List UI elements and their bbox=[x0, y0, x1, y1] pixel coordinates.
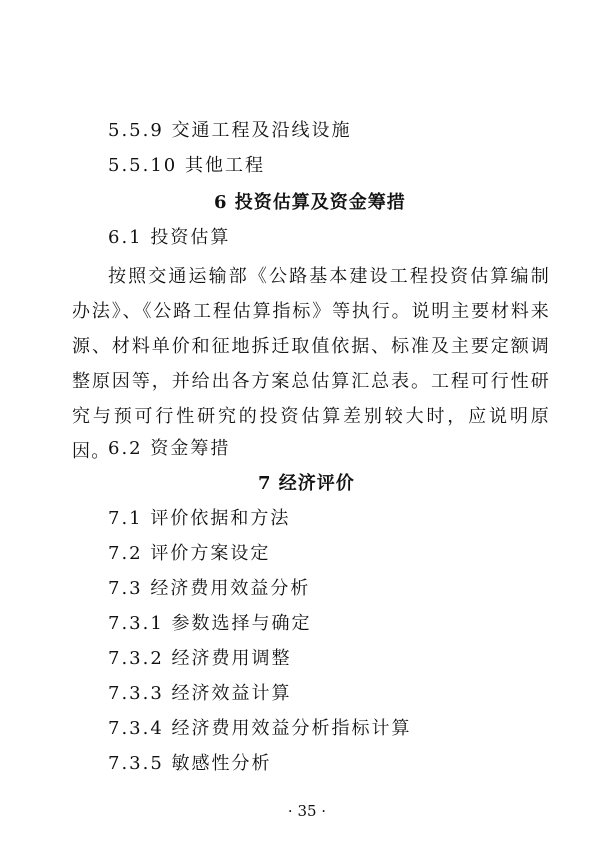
section-7-3-5: 7.3.5 敏感性分析 bbox=[108, 753, 272, 774]
page-number: · 35 · bbox=[287, 802, 327, 820]
section-7-3: 7.3 经济费用效益分析 bbox=[108, 578, 311, 599]
paragraph-investment-estimate: 按照交通运输部《公路基本建设工程投资估算编制办法》、《公路工程估算指标》等执行。说明主要材料来源、材料单价和征地拆迁取值依据、标准及主要定额调整原因等，并给出各方案总估算汇总表。工程可行性研究与预可行性研究的投资估算差别较大时，应说明原因。 bbox=[72, 266, 550, 462]
section-6-1: 6.1 投资估算 bbox=[108, 227, 231, 248]
section-7-1: 7.1 评价依据和方法 bbox=[108, 508, 291, 529]
section-5-5-10: 5.5.10 其他工程 bbox=[108, 155, 265, 176]
chapter-6-heading: 6 投资估算及资金筹措 bbox=[214, 192, 406, 213]
section-7-3-4: 7.3.4 经济费用效益分析指标计算 bbox=[108, 718, 412, 739]
section-6-2: 6.2 资金筹措 bbox=[108, 438, 231, 459]
chapter-7-heading: 7 经济评价 bbox=[258, 473, 355, 494]
section-5-5-9: 5.5.9 交通工程及沿线设施 bbox=[108, 120, 352, 141]
section-7-3-1: 7.3.1 参数选择与确定 bbox=[108, 613, 312, 634]
section-7-2: 7.2 评价方案设定 bbox=[108, 543, 271, 564]
section-7-3-3: 7.3.3 经济效益计算 bbox=[108, 683, 292, 704]
section-7-3-2: 7.3.2 经济费用调整 bbox=[108, 648, 292, 669]
